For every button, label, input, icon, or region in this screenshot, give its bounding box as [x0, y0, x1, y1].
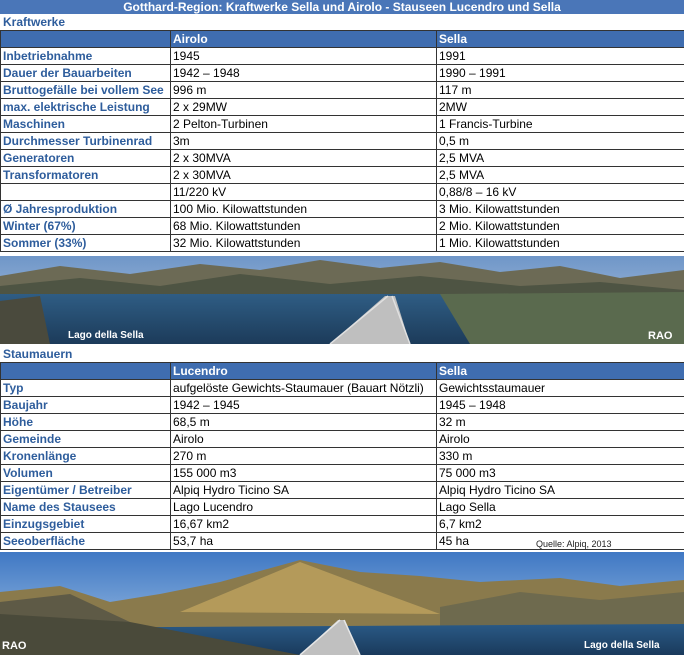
- table-row: [1, 82, 684, 99]
- cell: Alpiq Hydro Ticino SA: [437, 482, 684, 499]
- row-label: Typ: [1, 380, 171, 397]
- table-row: [1, 380, 684, 397]
- cell: 1945: [171, 48, 437, 65]
- row-label: Kronenlänge: [1, 448, 171, 465]
- photo-caption: Lago della Sella: [584, 640, 660, 651]
- row-label: max. elektrische Leistung: [1, 99, 171, 116]
- row-label: Inbetriebnahme: [1, 48, 171, 65]
- cell: 1991: [437, 48, 684, 65]
- row-label: Eigentümer / Betreiber: [1, 482, 171, 499]
- row-label: Dauer der Bauarbeiten: [1, 65, 171, 82]
- panorama-photo-lucendro: [0, 552, 684, 655]
- panorama-photo-sella: [0, 256, 684, 344]
- table-row: [1, 448, 684, 465]
- row-label: Gemeinde: [1, 431, 171, 448]
- cell: Airolo: [437, 431, 684, 448]
- header-cell: Sella: [437, 31, 684, 48]
- table-row: [1, 431, 684, 448]
- table-row: [1, 184, 684, 201]
- table-row: [1, 235, 684, 252]
- cell: 2 x 29MW: [171, 99, 437, 116]
- cell: 996 m: [171, 82, 437, 99]
- cell: 1942 – 1948: [171, 65, 437, 82]
- table-row: [1, 201, 684, 218]
- row-label: Name des Stausees: [1, 499, 171, 516]
- table-header-row: [1, 31, 684, 48]
- cell: 100 Mio. Kilowattstunden: [171, 201, 437, 218]
- cell: 32 Mio. Kilowattstunden: [171, 235, 437, 252]
- cell: 16,67 km2: [171, 516, 437, 533]
- cell: 1945 – 1948: [437, 397, 684, 414]
- header-cell: Airolo: [171, 31, 437, 48]
- row-label: Winter (67%): [1, 218, 171, 235]
- cell: 1942 – 1945: [171, 397, 437, 414]
- cell: 3m: [171, 133, 437, 150]
- page-title: Gotthard-Region: Kraftwerke Sella und Airolo - Stauseen Lucendro und Sella: [0, 0, 684, 14]
- row-label: [1, 184, 171, 201]
- row-label: Volumen: [1, 465, 171, 482]
- header-cell: [1, 363, 171, 380]
- kraftwerke-table: [0, 30, 684, 252]
- cell: 330 m: [437, 448, 684, 465]
- cell: 2 x 30MVA: [171, 150, 437, 167]
- row-label: Einzugsgebiet: [1, 516, 171, 533]
- row-label: Sommer (33%): [1, 235, 171, 252]
- row-label: Ø Jahresproduktion: [1, 201, 171, 218]
- section-heading-kraftwerke: Kraftwerke: [3, 15, 66, 29]
- cell: Gewichtsstaumauer: [437, 380, 684, 397]
- table-row: [1, 150, 684, 167]
- table-row: [1, 218, 684, 235]
- row-label: Seeoberfläche: [1, 533, 171, 550]
- table-row: [1, 482, 684, 499]
- row-label: Baujahr: [1, 397, 171, 414]
- photo-caption: Lago della Sella: [68, 330, 144, 341]
- cell: 3 Mio. Kilowattstunden: [437, 201, 684, 218]
- row-label: Höhe: [1, 414, 171, 431]
- cell: 1 Mio. Kilowattstunden: [437, 235, 684, 252]
- photo-credit: RAO: [648, 330, 673, 342]
- cell: 1990 – 1991: [437, 65, 684, 82]
- header-cell: Sella: [437, 363, 684, 380]
- source-note: Quelle: Alpiq, 2013: [536, 539, 612, 549]
- cell: 53,7 ha: [171, 533, 437, 550]
- row-label: Transformatoren: [1, 167, 171, 184]
- table-row: [1, 414, 684, 431]
- staumauern-table: [0, 362, 684, 550]
- cell: Lago Lucendro: [171, 499, 437, 516]
- photo-credit: RAO: [2, 640, 27, 652]
- cell: 270 m: [171, 448, 437, 465]
- section-heading-staumauern: Staumauern: [3, 347, 73, 361]
- cell: 117 m: [437, 82, 684, 99]
- cell: 2 x 30MVA: [171, 167, 437, 184]
- header-cell: Lucendro: [171, 363, 437, 380]
- cell: 6,7 km2: [437, 516, 684, 533]
- table-row: [1, 465, 684, 482]
- cell: 45 ha: [437, 533, 684, 550]
- cell: 68,5 m: [171, 414, 437, 431]
- cell: 155 000 m3: [171, 465, 437, 482]
- cell: 32 m: [437, 414, 684, 431]
- table-row: [1, 48, 684, 65]
- cell: 0,88/8 – 16 kV: [437, 184, 684, 201]
- cell: 11/220 kV: [171, 184, 437, 201]
- table-row: [1, 65, 684, 82]
- cell: 2,5 MVA: [437, 150, 684, 167]
- row-label: Generatoren: [1, 150, 171, 167]
- table-row: [1, 516, 684, 533]
- table-row: [1, 133, 684, 150]
- cell: 2 Pelton-Turbinen: [171, 116, 437, 133]
- table-row: [1, 99, 684, 116]
- cell: 0,5 m: [437, 133, 684, 150]
- cell: 2MW: [437, 99, 684, 116]
- cell: aufgelöste Gewichts-Staumauer (Bauart Nötzli): [171, 380, 437, 397]
- row-label: Durchmesser Turbinenrad: [1, 133, 171, 150]
- table-row: [1, 116, 684, 133]
- table-row: [1, 167, 684, 184]
- cell: Lago Sella: [437, 499, 684, 516]
- table-header-row: [1, 363, 684, 380]
- table-row: [1, 397, 684, 414]
- cell: 2,5 MVA: [437, 167, 684, 184]
- cell: Airolo: [171, 431, 437, 448]
- header-cell: [1, 31, 171, 48]
- cell: 1 Francis-Turbine: [437, 116, 684, 133]
- cell: 68 Mio. Kilowattstunden: [171, 218, 437, 235]
- row-label: Bruttogefälle bei vollem See: [1, 82, 171, 99]
- cell: 2 Mio. Kilowattstunden: [437, 218, 684, 235]
- row-label: Maschinen: [1, 116, 171, 133]
- cell: 75 000 m3: [437, 465, 684, 482]
- table-row: [1, 499, 684, 516]
- cell: Alpiq Hydro Ticino SA: [171, 482, 437, 499]
